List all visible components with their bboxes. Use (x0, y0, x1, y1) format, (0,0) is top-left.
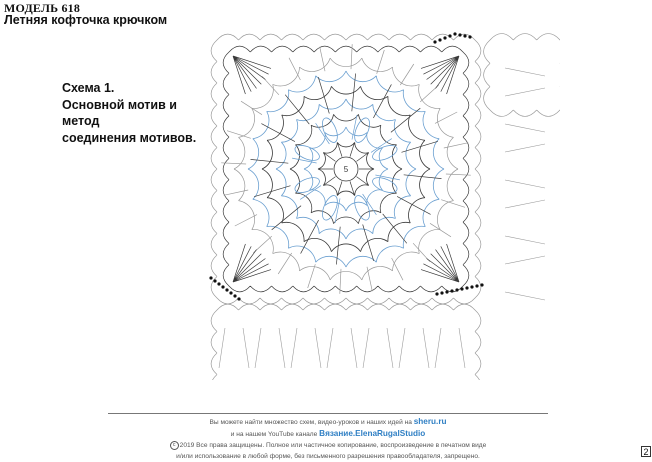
join-dot (225, 288, 228, 291)
footer-text: Вы можете найти множество схем, видео-уроков и наших идей на (209, 419, 412, 426)
join-dot (453, 32, 456, 35)
join-dot (468, 35, 471, 38)
scheme-caption-line: соединения мотивов. (62, 130, 197, 145)
join-dot (448, 34, 451, 37)
join-dot (229, 291, 232, 294)
join-dot (209, 276, 212, 279)
page-number: 2 (641, 446, 651, 457)
crochet-motif-diagram (205, 28, 560, 380)
scheme-caption-line: Схема 1. (62, 81, 115, 95)
petal (370, 142, 399, 163)
join-dot (460, 287, 463, 290)
adjacent-motif-bottom-stitches (219, 328, 465, 368)
footer-divider (108, 413, 548, 414)
petal (370, 175, 399, 196)
sheru-link[interactable]: sheru.ru (413, 417, 447, 426)
join-dot (233, 294, 236, 297)
join-dot (221, 285, 224, 288)
model-title: МОДЕЛЬ 618 (4, 1, 81, 15)
petal (352, 116, 373, 145)
join-dot (440, 291, 443, 294)
join-dot (435, 292, 438, 295)
join-dot (470, 285, 473, 288)
footer-text: и на нашем YouTube канале (230, 431, 318, 438)
join-dot (438, 38, 441, 41)
petal (319, 193, 340, 222)
petal (293, 175, 322, 196)
page-subtitle: Летняя кофточка крючком (4, 13, 168, 27)
petal (352, 193, 373, 222)
join-dot (475, 284, 478, 287)
join-dot (450, 289, 453, 292)
join-dot (463, 34, 466, 37)
scheme-caption-line: метод (62, 114, 100, 128)
youtube-link[interactable]: Вязание.ElenaRugalStudio (319, 429, 426, 438)
join-dot (443, 36, 446, 39)
center-ring (334, 157, 358, 181)
corner-fan (233, 244, 271, 282)
footer-line-3 (108, 440, 548, 451)
footer-line-4: и/или использование в любой форме, без письменного разрешения правообладателя, запрещено. (176, 453, 480, 460)
footer (108, 416, 548, 462)
join-dot (458, 33, 461, 36)
footer-line-2 (108, 428, 548, 440)
petal (319, 116, 340, 145)
copyright-icon: c (170, 441, 179, 450)
join-dot (465, 286, 468, 289)
corner-fan (421, 244, 459, 282)
corner-fan (421, 56, 459, 94)
footer-line-1 (108, 416, 548, 428)
join-dot (433, 40, 436, 43)
copyright-text: 2019 Все права защищены. Полное или частичное копирование, воспроизведение в печатном виде (179, 442, 487, 449)
adjacent-motif-right-stitches (505, 68, 545, 300)
adjacent-motif-right (484, 34, 560, 117)
scheme-caption-line: Основной мотив и (62, 97, 177, 112)
join-dot (237, 297, 240, 300)
join-dot (213, 279, 216, 282)
join-dot (480, 283, 483, 286)
scheme-caption (62, 80, 196, 146)
petal (293, 142, 322, 163)
center-label: 5 (343, 165, 349, 174)
join-dot (445, 290, 448, 293)
join-dot (217, 282, 220, 285)
join-dot (455, 288, 458, 291)
adjacent-motif-bottom (211, 304, 481, 380)
corner-fan (233, 56, 271, 94)
